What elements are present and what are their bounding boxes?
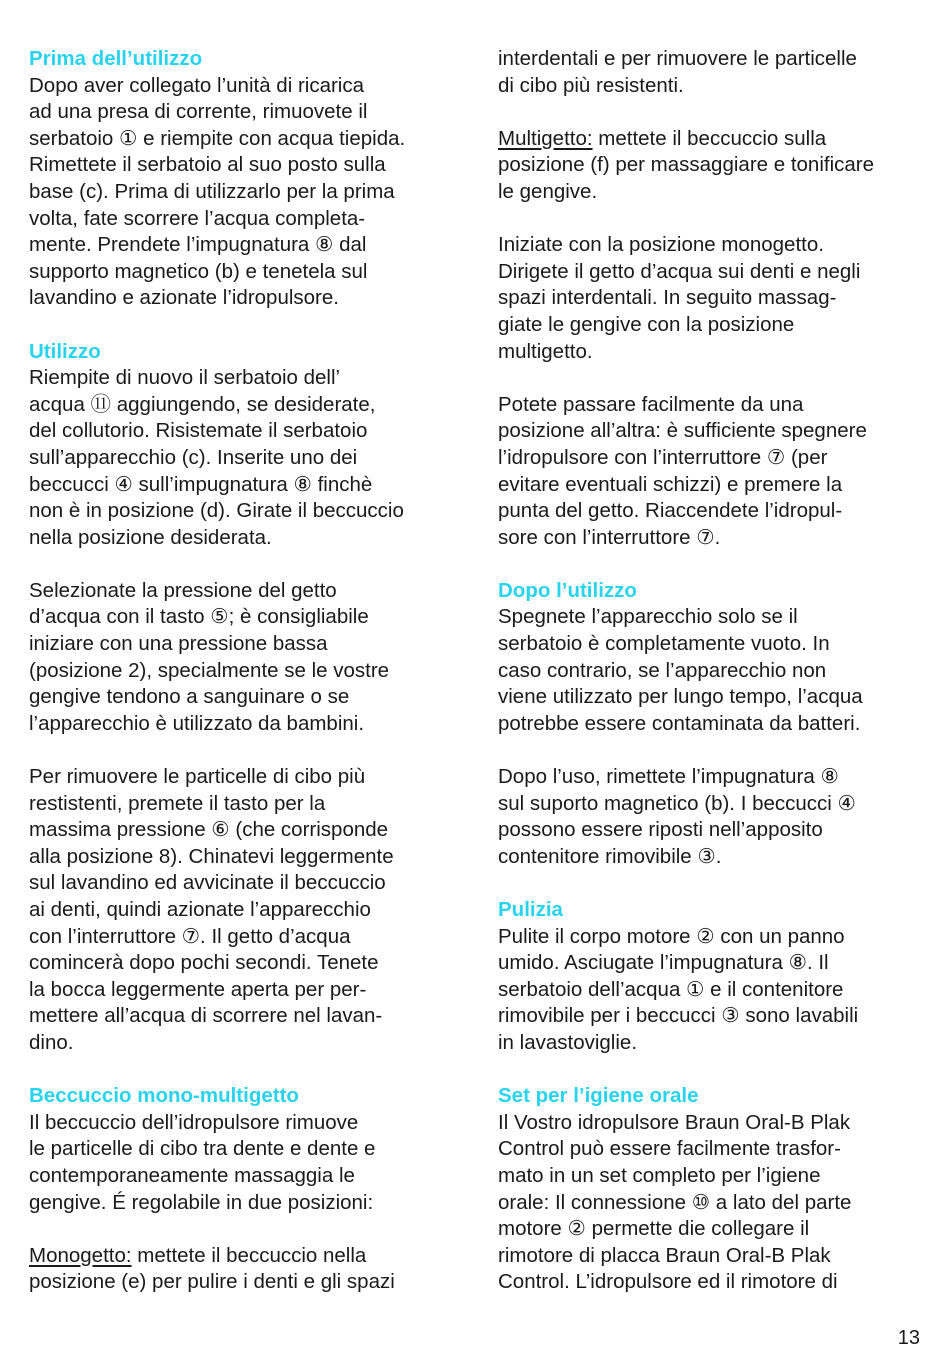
label-multigetto: Multigetto:: [498, 126, 593, 150]
heading-set-igiene-orale: Set per l’igiene orale: [498, 1084, 699, 1108]
paragraph-beccuccio-1: Il beccuccio dell’idropulsore rimuove le particelle di cibo tra dente e dente e contemporaneamente massaggia le gengive. É regolabile in due posizioni:: [29, 1110, 376, 1214]
paragraph-utilizzo-2: Selezionate la pressione del getto d’acqua con il tasto ⑤; è consigliabile iniziare con una pressione bassa (posizione 2), specialmente se le vostre gengive tendono a sanguinare o se l’apparecchio è utilizzato da bambini.: [29, 578, 390, 735]
paragraph-dopo-2: Dopo l’uso, rimettete l’impugnatura ⑧ sul suporto magnetico (b). I beccucci ④ possono essere riposti nell’apposito contenitore rimovibile ③.: [498, 765, 856, 868]
paragraph-prima: Dopo aver collegato l’unità di ricarica ad una presa di corrente, rimuovete il serbatoio ① e riempite con acqua tiepida. Rimettete il serbatoio al suo posto sulla base (c). Prima di utilizzarlo per la prima volta, fate scorrere l’acqua completa- mente. Prendete l’impugnatura ⑧ dal supporto magnetico (b) e tenetela sul lavandino e azionate l’idropulsore.: [29, 73, 406, 310]
paragraph-continued: interdentali e per rimuovere le particelle di cibo più resistenti.: [498, 47, 857, 97]
section-set-igiene-orale: [498, 1083, 928, 1296]
section-pulizia: [498, 897, 928, 1057]
section-prima-dell-utilizzo: [29, 46, 457, 312]
heading-utilizzo: Utilizzo: [29, 339, 101, 363]
heading-prima-dell-utilizzo: Prima dell’utilizzo: [29, 47, 203, 70]
paragraph-utilizzo-3: Per rimuovere le particelle di cibo più restistenti, premete il tasto per la massima pressione ⑥ (che corrisponde alla posizione 8). Chinatevi leggermente sul lavandino ed avvicinate il beccuccio ai denti, quindi azionate l’apparecchio con l’interruttore ⑦. Il getto d’acqua comincerà dopo pochi secondi. Tenete la bocca leggermente aperta per per- mettere all’acqua di scorrere nel lavan- dino.: [29, 765, 394, 1054]
left-column: [29, 46, 457, 1296]
paragraph-iniziate: Iniziate con la posizione monogetto. Dirigete il getto d’acqua sui denti e negli spazi interdentali. In seguito massag- giate le gengive con la posizione multigetto.: [498, 233, 861, 363]
section-dopo-l-utilizzo: [498, 578, 928, 871]
paragraph-set: Il Vostro idropulsore Braun Oral-B Plak Control può essere facilmente trasfor- mato in un set completo per l’igiene orale: Il connessione ⑩ a lato del parte motore ② permette die collegare il rimotore di placca Braun Oral-B Plak Control. L’idropulsore ed il rimotore di: [498, 1110, 852, 1294]
page-number: 13: [897, 1327, 920, 1349]
paragraph-potete: Potete passare facilmente da una posizione all’altra: è sufficiente spegnere l’idropulsore con l’interruttore ⑦ (per evitare eventuali schizzi) e premere la punta del getto. Riaccendete l’idropul- sore con l’interruttore ⑦.: [498, 392, 867, 549]
heading-dopo-l-utilizzo: Dopo l’utilizzo: [498, 578, 637, 602]
paragraph-monogetto: [29, 1243, 457, 1296]
section-beccuccio: [29, 1083, 457, 1296]
section-utilizzo: [29, 339, 457, 1057]
paragraph-multigetto: [498, 126, 928, 206]
label-monogetto: Monogetto:: [29, 1243, 132, 1267]
right-column: [498, 46, 928, 1296]
text-multigetto: mettete il beccuccio sulla posizione (f) per massaggiare e tonificare le gengive.: [498, 126, 875, 203]
text-monogetto: mettete il beccuccio nella posizione (e) per pulire i denti e gli spazi: [29, 1243, 395, 1294]
heading-beccuccio: Beccuccio mono-multigetto: [29, 1084, 299, 1108]
heading-pulizia: Pulizia: [498, 898, 563, 921]
paragraph-dopo-1: Spegnete l’apparecchio solo se il serbatoio è completamente vuoto. In caso contrario, se l’apparecchio non viene utilizzato per lungo tempo, l’acqua potrebbe essere contaminata da batteri.: [498, 605, 863, 735]
paragraph-utilizzo-1: Riempite di nuovo il serbatoio dell’ acqua ⑪ aggiungendo, se desiderate, del collutorio. Risistemate il serbatoio sull’apparecchio (c). Inserite uno dei beccucci ④ sull’impugnatura ⑧ finchè non è in posizione (d). Girate il beccuccio nella posizione desiderata.: [29, 366, 404, 549]
paragraph-pulizia: Pulite il corpo motore ② con un panno umido. Asciugate l’impugnatura ⑧. Il serbatoio dell’acqua ① e il contenitore rimovibile per i beccucci ③ sono lavabili in lavastoviglie.: [498, 924, 859, 1054]
